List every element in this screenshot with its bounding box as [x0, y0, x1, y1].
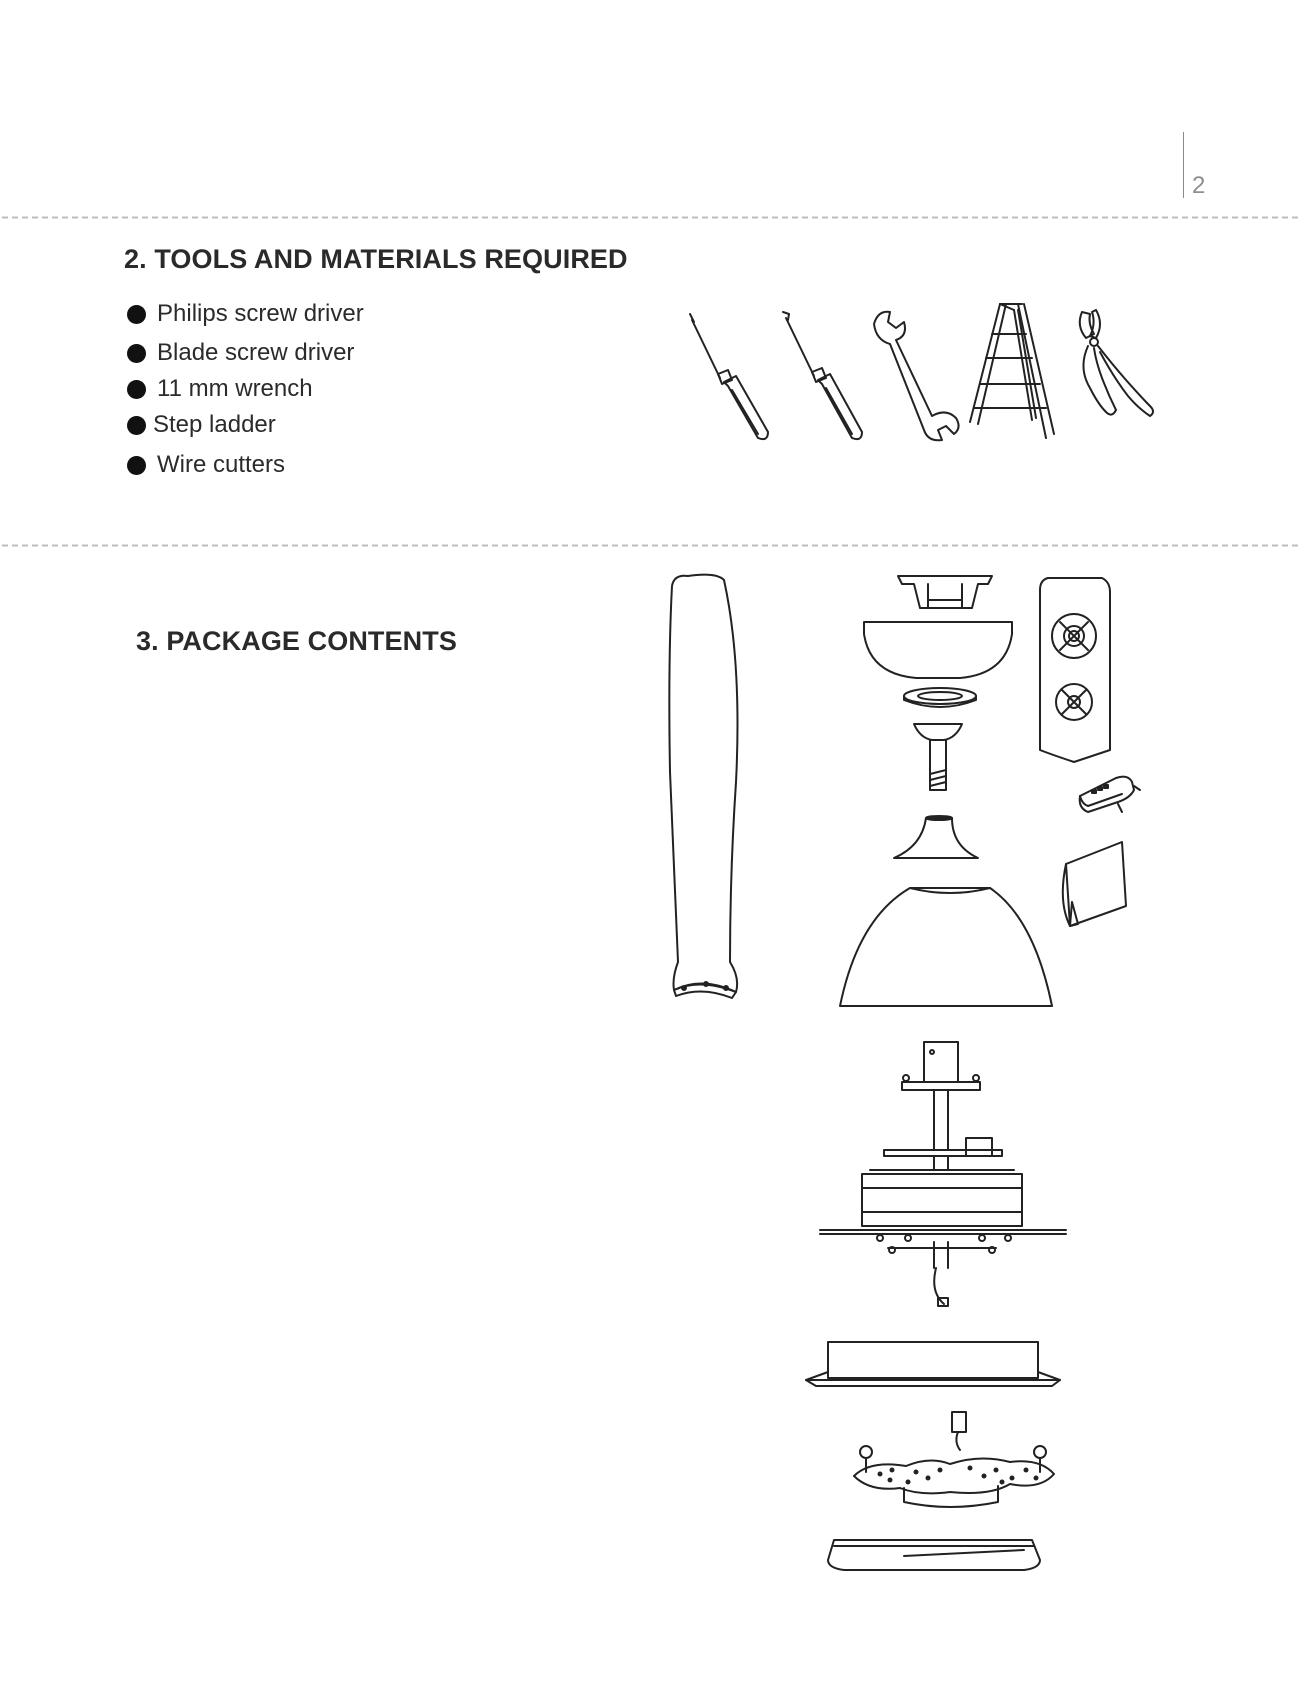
led-board-icon [854, 1412, 1054, 1507]
hardware-bag-icon [1063, 842, 1126, 926]
bullet-icon [127, 305, 146, 324]
tool-list-item [127, 339, 354, 367]
package-contents-heading: 3. PACKAGE CONTENTS [136, 626, 457, 656]
page-number-divider [1183, 132, 1184, 198]
package-contents-illustration [660, 572, 1210, 1572]
canopy-ring-icon [904, 688, 976, 707]
tools-heading: 2. TOOLS AND MATERIALS REQUIRED [124, 244, 628, 274]
section-divider-top [2, 216, 1300, 219]
coupling-cover-icon [894, 816, 978, 858]
motor-housing-icon [840, 888, 1052, 1006]
tool-list-item [127, 375, 313, 403]
canopy-icon [864, 622, 1012, 678]
section-divider-middle [2, 544, 1300, 547]
wrench-icon [874, 312, 959, 441]
receiver-icon [1080, 777, 1140, 812]
step-ladder-icon [970, 304, 1054, 438]
remote-control-icon [1040, 578, 1110, 762]
mounting-bracket-icon [898, 576, 992, 608]
bullet-icon [127, 416, 146, 435]
tool-list-item [127, 300, 364, 328]
tool-label: Philips screw driver [157, 300, 364, 327]
glass-cover-icon [828, 1540, 1040, 1570]
light-kit-ring-icon [806, 1342, 1060, 1386]
bullet-icon [127, 380, 146, 399]
tool-list-item [127, 451, 285, 479]
tool-label: Wire cutters [157, 451, 286, 478]
philips-screwdriver-icon [690, 314, 768, 439]
wire-cutters-icon [1080, 310, 1153, 416]
tool-label: 11 mm wrench [157, 375, 313, 402]
bullet-icon [127, 456, 146, 475]
fan-blade-icon [669, 575, 737, 998]
tool-label: Step ladder [153, 411, 276, 438]
tool-label: Blade screw driver [157, 339, 355, 366]
downrod-icon [914, 724, 962, 790]
tools-illustration [680, 300, 1170, 460]
tool-list-item [127, 411, 276, 439]
bullet-icon [127, 344, 146, 363]
page-number: 2 [1192, 172, 1206, 199]
blade-screwdriver-icon [783, 312, 862, 439]
fan-motor-icon [820, 1042, 1066, 1306]
